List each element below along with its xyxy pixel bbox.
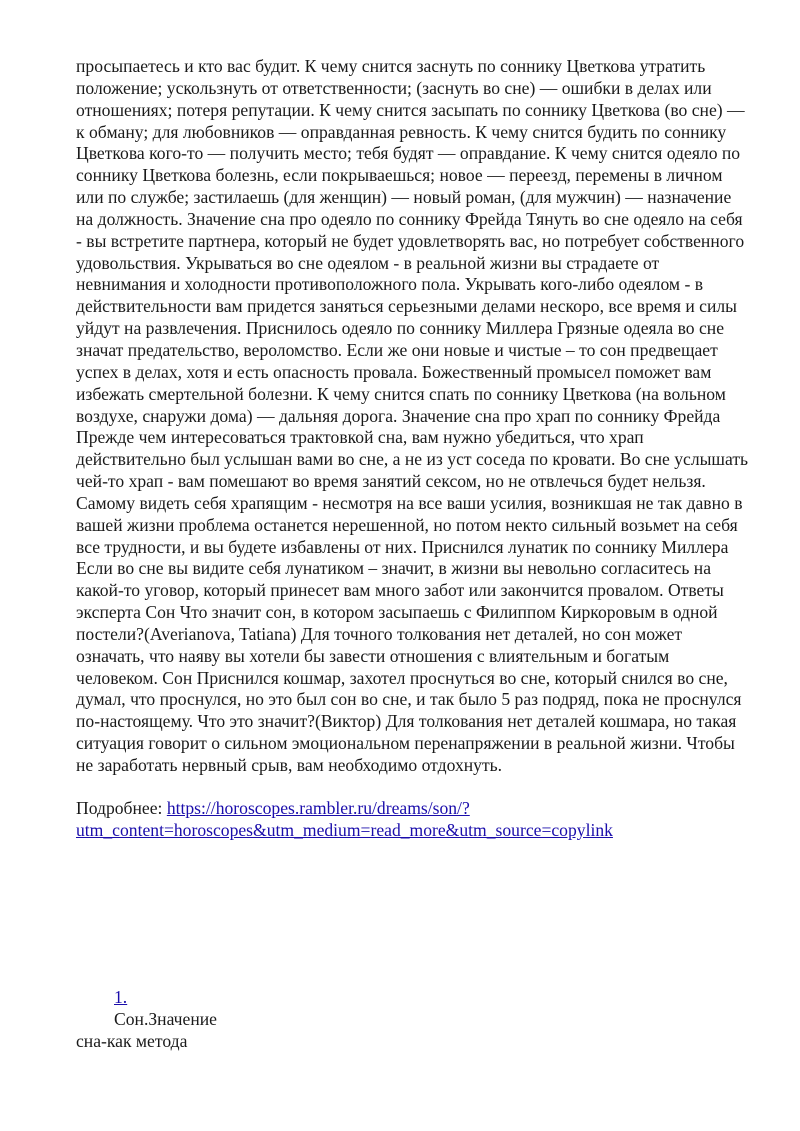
- read-more-paragraph: [76, 798, 752, 842]
- footer-list: [76, 987, 246, 1053]
- footer-list-number: [76, 987, 246, 1009]
- footer-number-link[interactable]: 1.: [114, 987, 128, 1007]
- footer-list-title: Сон.Значение сна-как метода: [76, 1008, 217, 1051]
- document-page: [76, 56, 752, 842]
- read-more-label: Подробнее:: [76, 797, 167, 818]
- read-more-link-line-2: utm_content=horoscopes&utm_medium=read_more&utm_source=copylink: [76, 819, 613, 840]
- read-more-link-line-1: https://horoscopes.rambler.ru/dreams/son/?: [166, 797, 470, 818]
- article-body-text: просыпаетесь и кто вас будит. К чему снится заснуть по соннику Цветкова утратить положение; ускользнуть от ответственности; (заснуть во сне) — ошибки в делах или отношениях; потеря репутации. К чему снится засыпать по соннику Цветкова (во сне) — к обману; для любовников — оправданная ревность. К чему снится будить по соннику Цветкова кого-то — получить место; тебя будят — оправдание. К чему снится одеяло по соннику Цветкова болезнь, если покрываешься; новое — переезд, перемены в личном или по службе; застилаешь (для женщин) — новый роман, (для мужчин) — назначение на должность. Значение сна про одеяло по соннику Фрейда Тянуть во сне одеяло на себя - вы встретите партнера, который не будет удовлетворять вас, но потребует собственного удовольствия. Укрываться во сне одеялом - в реальной жизни вы страдаете от невнимания и холодности противоположного пола. Укрывать кого-либо одеялом - в действительности вам придется заняться серьезными делами нескоро, все время и силы уйдут на развлечения. Приснилось одеяло по соннику Миллера Грязные одеяла во сне значат предательство, вероломство. Если же они новые и чистые – то сон предвещает успех в делах, хотя и есть опасность провала. Божественный промысел поможет вам избежать смертельной болезни. К чему снится спать по соннику Цветкова (на вольном воздухе, снаружи дома) — дальняя дорога. Значение сна про храп по соннику Фрейда Прежде чем интересоваться трактовкой сна, вам нужно убедиться, что храп действительно был услышан вами во сне, а не из уст соседа по кровати. Во сне услышать чей-то храп - вам помешают во время занятий сексом, но не отвлечься будет нельзя. Самому видеть себя храпящим - несмотря на все ваши усилия, возникшая не так давно в вашей жизни проблема останется нерешенной, но потом некто сильный возьмет на себя все трудности, и вы будете избавлены от них. Приснился лунатик по соннику Миллера Если во сне вы видите себя лунатиком – значит, в жизни вы невольно согласитесь на какой-то уговор, который принесет вам много забот или закончится провалом. Ответы эксперта Сон Что значит сон, в котором засыпаешь с Филиппом Киркоровым в одной постели?(Averianova, Tatiana) Для точного толкования нет деталей, но сон может означать, что наяву вы хотели бы завести отношения с влиятельным и богатым человеком. Сон Приснился кошмар, захотел проснуться во сне, который снился во сне, думал, что проснулся, но это был сон во сне, и так было 5 раз подряд, пока не проснулся по-настоящему. Что это значит?(Виктор) Для толкования нет деталей кошмара, но такая ситуация говорит о сильном эмоциональном перенапряжении в реальной жизни. Чтобы не заработать нервный срыв, вам необходимо отдохнуть.: [76, 56, 749, 775]
